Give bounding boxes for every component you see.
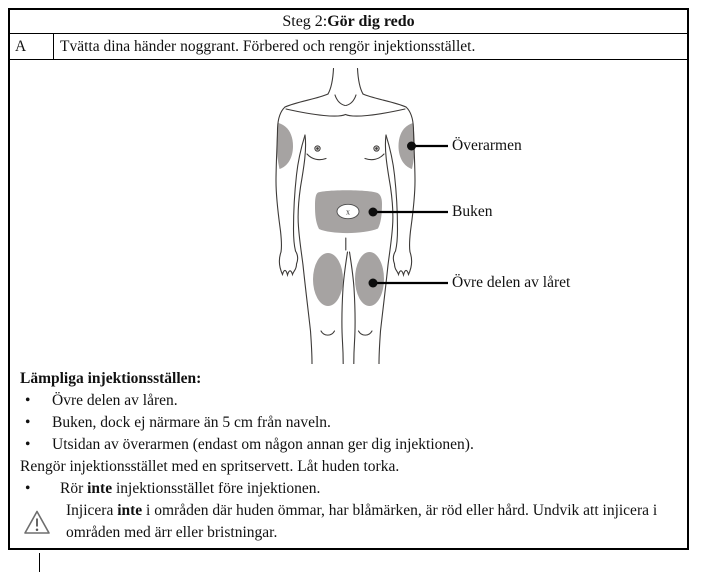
bullet-icon: • bbox=[25, 436, 31, 453]
bullet-icon: • bbox=[25, 392, 31, 409]
bullet-text-abdomen: Buken, dock ej närmare än 5 cm från naveln. bbox=[52, 414, 331, 431]
step-a-row bbox=[10, 34, 687, 60]
step-instruction-cell bbox=[54, 34, 687, 59]
diagram-cell bbox=[10, 60, 687, 548]
note-suffix: injektionsstället före injektionen. bbox=[112, 480, 321, 497]
clean-site-paragraph: Rengör injektionsstället med en spritservett. Låt huden torka. bbox=[20, 458, 400, 475]
step-title: Gör dig redo bbox=[327, 12, 415, 30]
bullet-icon: • bbox=[25, 480, 31, 497]
note-bold-word: inte bbox=[87, 480, 113, 497]
step-letter: A bbox=[15, 37, 27, 55]
warning-iconbox bbox=[10, 509, 52, 536]
bullet-text-upper-arm: Utsidan av överarmen (endast om någon annan ger dig injektionen). bbox=[52, 436, 474, 453]
injection-site-left-upper-arm bbox=[277, 123, 293, 169]
table-header-row bbox=[10, 10, 687, 34]
warning-prefix: Injicera bbox=[66, 502, 118, 519]
step-title-prefix: Steg 2: bbox=[282, 12, 328, 30]
warning-row bbox=[10, 500, 685, 544]
note-prefix: Rör bbox=[60, 480, 88, 497]
instructions-text-block bbox=[10, 366, 685, 544]
bullet-text-thighs: Övre delen av låren. bbox=[52, 392, 178, 409]
list-item bbox=[10, 434, 685, 456]
injection-site-left-thigh bbox=[313, 253, 343, 306]
warning-bold-word: inte bbox=[117, 502, 143, 519]
list-item bbox=[10, 412, 685, 434]
list-item bbox=[10, 390, 685, 412]
next-row-divider-tick bbox=[39, 553, 40, 572]
label-upper-arm: Överarmen bbox=[452, 137, 522, 154]
body-diagram bbox=[245, 68, 450, 364]
warning-suffix: i områden där huden ömmar, har blåmärken, är röd eller hård. Undvik att injicera i områden med ärr eller bristningar. bbox=[66, 502, 658, 541]
do-not-touch-note bbox=[60, 478, 320, 500]
step-instruction: Tvätta dina händer noggrant. Förbered och rengör injektionsstället. bbox=[60, 37, 476, 55]
step-letter-cell bbox=[10, 34, 54, 59]
warning-icon bbox=[23, 509, 51, 536]
list-item bbox=[10, 478, 685, 500]
sites-heading: Lämpliga injektionsställen: bbox=[20, 370, 202, 387]
injection-site-right-thigh bbox=[355, 252, 384, 306]
navel-mark-x: x bbox=[346, 207, 350, 217]
label-abdomen: Buken bbox=[452, 203, 493, 220]
bullet-icon: • bbox=[25, 414, 31, 431]
label-thigh: Övre delen av låret bbox=[452, 274, 571, 291]
warning-text bbox=[66, 500, 685, 544]
instruction-table bbox=[8, 8, 689, 550]
